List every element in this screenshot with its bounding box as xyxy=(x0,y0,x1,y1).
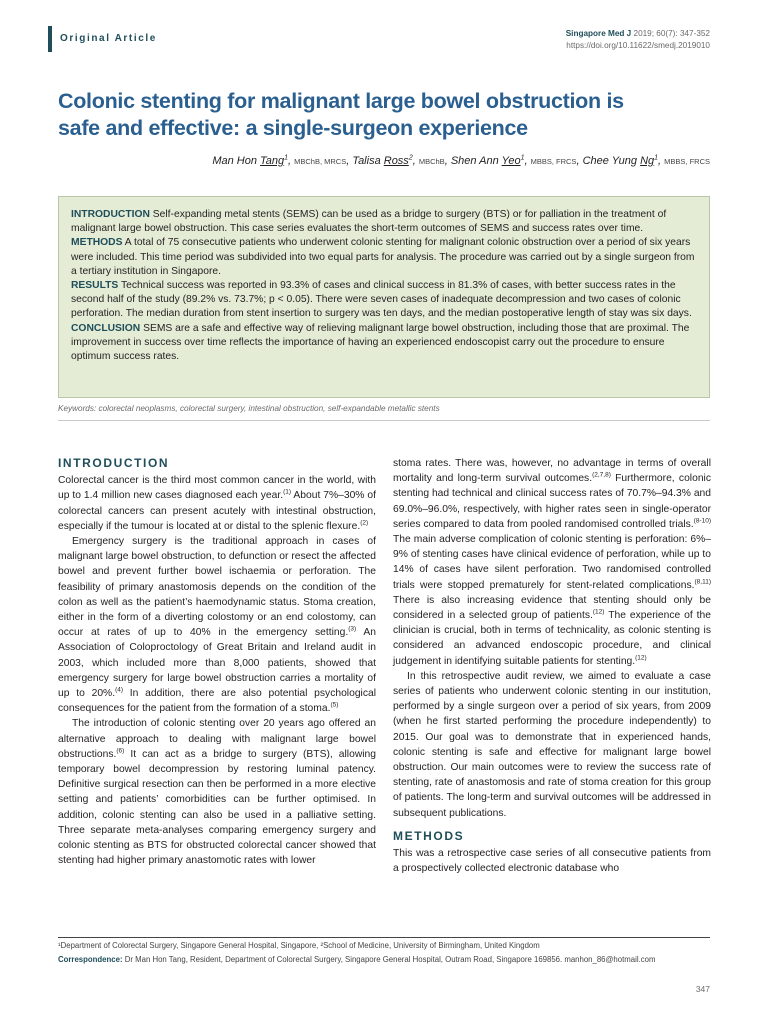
author-degree: MBBS, FRCS xyxy=(664,156,710,166)
author: Shen Ann Yeo$^1$, MBBS, FRCS, xyxy=(450,154,580,167)
citation[interactable]: (6) xyxy=(116,747,125,755)
abstract-introduction: INTRODUCTION Self-expanding metal stents (SEMS) can be used as a bridge to surgery (BTS) or for palliation in the treatment of malignant large bowel obstruction. This case series evaluates the short-term outcomes of SEMS and success rates over time. xyxy=(71,209,667,235)
author-surname: Ng xyxy=(640,154,655,167)
citation[interactable]: (1) xyxy=(283,488,292,496)
author: Man Hon Tang$^1$, MBChB, MRCS, xyxy=(212,154,350,167)
article-title xyxy=(58,88,718,142)
paragraph: The introduction of colonic stenting over 20 years ago offered an alternative approach to dealing with malignant large bowel obstructions.$^{(6)}$ It can act as a bridge to surgery (BTS), allowing temporary bowel decompression by restoring luminal patency. Definitive surgical resection can then be performed in a more elective setting and patients’ comorbidities can be further optimised. In addition, colonic stenting can also be used in a palliative setting. Three separate meta-analyses comparing emergency surgery and colonic stenting as BTS for obstructed colorectal cancer showed that stenting had higher primary anastomotic rates with lower xyxy=(58,718,376,867)
paragraph: In this retrospective audit review, we aimed to evaluate a case series of patients who underwent colonic stenting in our institution, performed by a single surgeon over a period of six years, from 2009 (when he first started performing the procedure independently) to 2015. Our goal was to demonstrate that in experienced hands, colonic stenting is safe and effective for malignant large bowel obstruction. Our main outcomes were to review the success rate of stenting, rate of anastomosis and rate of stoma creation for this group of patients. The long-term and survival outcomes will be addressed in subsequent publications. xyxy=(393,670,711,819)
journal-issue: 2019; 60(7): 347-352 xyxy=(633,29,710,38)
body-column-right xyxy=(393,456,711,876)
page-number: 347 xyxy=(695,984,710,994)
paragraph: This was a retrospective case series of all consecutive patients from a prospectively collected electronic database who xyxy=(393,848,711,875)
author-surname: Yeo xyxy=(501,154,521,167)
title-line-2: safe and effective: a single-surgeon experience xyxy=(58,116,528,140)
citation[interactable]: (8-10) xyxy=(693,517,711,525)
citation[interactable]: (8,11) xyxy=(694,578,711,586)
author-degree: MBBS, FRCS xyxy=(530,156,577,166)
journal-name: Singapore Med J xyxy=(565,29,632,38)
abstract-conclusion: CONCLUSION SEMS are a safe and effective way of relieving malignant large bowel obstruction, including those that are proximal. The improvement in success over time reflects the importance of having an experienced endoscopist carry out the procedure to ensure optimum success rates. xyxy=(71,322,690,363)
citation[interactable]: (2,7,8) xyxy=(592,471,611,479)
author: Talisa Ross$^2$, MBChB, xyxy=(352,154,448,167)
correspondence-text: Dr Man Hon Tang, Resident, Department of Colorectal Surgery, Singapore General Hospital, Outram Road, Singapore 169856. manhon_86@hotmail.com xyxy=(122,955,656,964)
author-degree: MBChB xyxy=(418,156,445,166)
citation[interactable]: (2) xyxy=(360,519,369,527)
correspondence-label: Correspondence: xyxy=(58,955,123,964)
abstract-box xyxy=(58,196,710,398)
keywords: Keywords: colorectal neoplasms, colorectal surgery, intestinal obstruction, self-expandable metallic stents xyxy=(58,404,440,413)
affiliations-footnote: ¹Department of Colorectal Surgery, Singapore General Hospital, Singapore, ²School of Medicine, University of Birmingham, United Kingdom xyxy=(58,941,540,950)
citation[interactable]: (5) xyxy=(330,701,339,709)
abstract-methods: METHODS A total of 75 consecutive patients who underwent colonic stenting for malignant colonic obstruction over a period of six years were included. This time period was subdivided into two equal parts for analysis. The procedure was carried out by a single surgeon from a tertiary institution in Singapore. xyxy=(71,237,695,277)
doi-link[interactable]: https://doi.org/10.11622/smedj.2019010 xyxy=(566,41,710,50)
author-degree: MBChB, MRCS xyxy=(294,156,347,166)
divider xyxy=(58,420,710,421)
title-line-1: Colonic stenting for malignant large bowel obstruction is xyxy=(58,89,624,113)
citation[interactable]: (12) xyxy=(635,654,647,662)
paragraph: stoma rates. There was, however, no advantage in terms of overall mortality and long-term survival outcomes.$^{(2,7,8)}$ Furthermore, colonic stenting had technical and clinical success rates of 70.7%–94.3% and 69.0%–96.0%, respectively, with higher rates seen in single-operator series compared to data from pooled randomised controlled trials.$^{(8-10)}$ The main adverse complication of colonic stenting is perforation: 6%–9% of stenting cases have clinical evidence of perforation, while up to 14% of cases have silent perforation. Two randomised controlled trials were stopped prematurely for stent-related complications.$^{(8,11)}$ There is also increasing evidence that stenting should only be considered in a selected group of patients.$^{(12)}$ The experience of the clinician is crucial, both in terms of technicality, as colonic stenting is considered an advanced endoscopic procedure, and clinical judgement in identifying suitable patients for stenting.$^{(12)}$ xyxy=(393,458,711,667)
author-surname: Ross xyxy=(383,154,409,167)
abstract-results: RESULTS Technical success was reported in 93.3% of cases and clinical success in 81.3% of cases, with better success rates in the second half of the study (89.2% vs. 73.7%; p < 0.05). There were seven cases of inadequate decompression and two cases of colonic perforation. The median duration from stent insertion to surgery was ten days, and the median postoperative length of stay was six days. xyxy=(71,280,692,320)
correspondence-footnote xyxy=(58,955,655,964)
author: Chee Yung Ng$^1$, MBBS, FRCS xyxy=(582,154,710,167)
citation[interactable]: (3) xyxy=(348,625,357,633)
section-tag xyxy=(48,26,157,52)
author-surname: Tang xyxy=(260,154,285,167)
paragraph: Emergency surgery is the traditional approach in cases of malignant large bowel obstruction, to defunction or resect the affected bowel and prevent further bowel ischaemia or perforation. The feasibility of primary anastomosis depends on the condition of the colon as well as the patient’s haemodynamic status. Stoma creation, either in the form of a diverting colostomy or an end colostomy, can occur at rates of up to 40% in the emergency setting.$^{(3)}$ An Association of Coloproctology of Great Britain and Ireland audit in 2003, which included more than 8,000 patients, showed that emergency surgery for large bowel obstruction carries a mortality of up to 20%.$^{(4)}$ In addition, there are also potential psychological consequences for the patient from the formation of a stoma.$^{(5)}$ xyxy=(58,536,377,715)
citation[interactable]: (12) xyxy=(592,608,605,616)
methods-heading: METHODS xyxy=(393,828,465,843)
body-column-left xyxy=(58,456,376,868)
journal-info xyxy=(566,28,710,52)
paragraph: Colorectal cancer is the third most common cancer in the world, with up to 1.4 million new cases diagnosed each year.$^{(1)}$ About 7%–30% of colorectal cancers can present acutely with intestinal obstruction, especially if the tumour is located at or distal to the splenic flexure.$^{(2)}$ xyxy=(58,475,376,532)
footnote-divider xyxy=(58,937,710,938)
introduction-heading: INTRODUCTION xyxy=(58,456,170,470)
author-list xyxy=(212,154,710,167)
section-label: Original Article xyxy=(60,33,157,44)
citation[interactable]: (4) xyxy=(115,686,124,694)
